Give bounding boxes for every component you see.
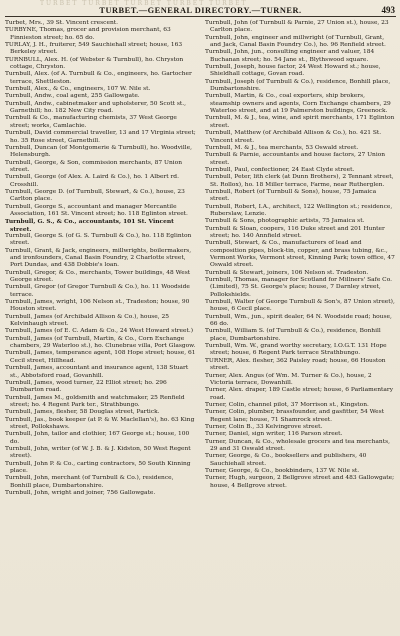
directory-entry: Turner, George, & Co., bookbinders, 137 W. Nile st. xyxy=(205,467,360,474)
directory-entry: Turnbull & Sloan, coopers, 116 Duke street and 201 Hunter street; ho. 140 Annfield street. xyxy=(205,225,385,239)
directory-entry: Turner, Duncan, & Co., wholesale grocers and tea merchants, 29 and 31 Oswald street. xyxy=(205,438,390,452)
directory-entry: Turnbull, Martin, & Co., coal exporters, ship brokers, steamship owners and agents, Corn Exchange chambers, 29 Waterloo street, and at 19 Palmerston buildings, Greenock. xyxy=(205,93,391,115)
directory-entry: Turnbull, Jas., book keeper (at P. & W. Maclellan's), ho. 63 King street, Pollokshaws. xyxy=(5,416,195,430)
directory-entry: Turner, Colin, plumber, brassfounder, and gasfitter, 54 West Regent lane; house, 71 Shamrock street. xyxy=(205,409,385,423)
directory-entry: Turnbull, George D. (of Turnbull, Stewart, & Co.), house, 23 Carlton place. xyxy=(5,188,185,203)
directory-entry: Turnbull, Robert (of Turnbull & Sons), house, 75 Jamaica street. xyxy=(205,188,377,203)
directory-entry: Turnbull, Wm. W., grand worthy secretary, I.O.G.T. 131 Hope street; house, 6 Regent Park terrace Strathbungo. xyxy=(205,343,387,357)
directory-entry: Turnbull, James M., goldsmith and watchmaker, 25 Renfield street; ho. 4 Regent Park ter., Strathbungo. xyxy=(5,394,185,408)
show-through-text: TURBET TURBET TURBET TURBET TURBET xyxy=(40,0,248,6)
page-title: TURBET.—GENERAL DIRECTORY.—TURNER. xyxy=(99,6,302,15)
directory-entry: Turnbull, G. S., & Co., accountants, 101 St. Vincent street. xyxy=(5,218,174,233)
directory-entry: Turnbull, Alex., & Co., engineers, 107 W. Nile st. xyxy=(5,86,151,93)
directory-entry: Turnbull, John P. & Co., carting contractors, 50 South Kinning place. xyxy=(5,460,191,474)
directory-entry: Turnbull, Gregor, & Co., merchants, Tower buildings, 48 West George street. xyxy=(5,269,191,284)
directory-entry: Turnbull, Grant, & Jack, engineers, millwrights, boilermakers, and ironfounders, Canal Basin Foundry, 2 Charlotte street, Port Dundas, and 438 Dobbie's loan. xyxy=(5,247,192,269)
directory-entry: Turnbull, James, wright, 106 Nelson st., Tradeston; house, 90 Houston street. xyxy=(5,299,190,313)
directory-entry: Turner, Colin B., 33 Kelvingrove street. xyxy=(205,423,323,430)
directory-entry: Turner, Alex. draper, 189 Castle street; house, 6 Parliamentary road. xyxy=(205,387,394,401)
directory-entry: Turnbull, Walter (of George Turnbull & Son's, 87 Union street), house, 6 Cecil place. xyxy=(205,299,395,313)
directory-entry: Turnbull, Joseph, house factor, 24 West Howard st.; house, Shieldhall cottage, Govan road. xyxy=(205,64,381,78)
directory-entry: Turnbull, George, & Son, commission merchants, 87 Union street. xyxy=(5,159,183,173)
directory-entry: Turnbull, M. & J., tea merchants, 53 Oswald street. xyxy=(205,144,359,151)
running-header xyxy=(5,0,396,17)
directory-entry: Turnbull, James, temperance agent, 108 Hope street; house, 61 Cecil street, Hillhead. xyxy=(5,350,196,364)
directory-entry: TURNER, Alex. flesher, 362 Paisley road; house, 66 Houston street. xyxy=(205,357,386,372)
directory-entry: Turnbull, John (of Turnbull & Parnie, 27 Union st.), house, 23 Carlton place. xyxy=(205,20,389,34)
directory-entry: Turnbull & Sons, photographic artists, 75 Jamaica st. xyxy=(205,218,365,225)
directory-entry: Turnbull, Wm., jun., spirit dealer, 64 N. Woodside road; house, 66 do. xyxy=(205,313,392,328)
directory-entry: Turnbull, Paul, confectioner, 24 East Clyde street. xyxy=(205,166,355,173)
directory-entry: Turnbull, John, writer (of W. J. B. & J. Kidston, 50 West Regent street). xyxy=(5,445,191,460)
directory-entry: Turnbull, Thomas, manager for Scotland for Millners' Safe Co. (Limited), 75 St. George's place; house, 7 Darnley street, Pollokshields. xyxy=(205,277,393,298)
directory-entry: Turnbull, Alex. (of A. Turnbull & Co., engineers, ho. Gartocher terrace, Shettleston. xyxy=(5,71,192,85)
directory-entry: Turnbull, James (of Archibald Allison & Co.), house, 25 Kelvinhaugh street. xyxy=(5,313,170,328)
left-column xyxy=(5,20,196,497)
directory-entry: Turner, Daniel, sign writer, 116 Parson street. xyxy=(205,431,343,438)
right-column xyxy=(205,20,396,497)
directory-entry: Turnbull, John, engineer and millwright (of Turnbull, Grant, and Jack, Canal Basin Foundry Co.), ho. 96 Renfield street. xyxy=(205,34,386,49)
directory-entry: Turnbull, James, accountant and insurance agent, 138 Stuart st., Abbotsford road, Govanhill. xyxy=(5,365,189,379)
directory-entry: Turnbull, James, flesher, 58 Douglas street, Partick. xyxy=(5,409,160,416)
directory-entry: Turnbull, James, wood turner, 22 Elliot street; ho. 296 Dumbarton road. xyxy=(5,379,167,394)
directory-entry: Turnbull & Stewart, joiners, 106 Nelson st. Tradeston. xyxy=(205,269,369,276)
directory-entry: Turnbull, Joseph (of Turnbull & Co.), residence, Bonhill place, Dumbartonshire. xyxy=(205,78,391,93)
directory-entry: Turner, Alex. Angus (of Wm. M. Turner & Co.), house, 2 Victoria terrace, Dowanhill. xyxy=(205,372,372,386)
directory-entry: Turnbull, David commercial traveller, 13 and 17 Virginia street; ho. 35 Rose street, Garnethill. xyxy=(5,130,196,144)
directory-entry: Turbet, Mrs., 39 St. Vincent crescent. xyxy=(5,20,119,26)
directory-entry: Turnbull, John, tailor and clothier, 167 George st.; house, 100 do. xyxy=(5,431,190,445)
directory-entry: Turnbull, John, jun., consulting engineer and valuer, 184 Buchanan street; ho. 54 Jane st., Blythswood square. xyxy=(205,49,375,63)
directory-entry: Turnbull, George S., accountant and manager Mercantile Association, 161 St. Vincent street; ho. 118 Eglinton street. xyxy=(5,203,188,217)
directory-entry: Turnbull, Andw., cabinetmaker and upholsterer, 50 Scott st., Garnethill; ho. 182 New City road. xyxy=(5,100,186,115)
directory-entry: Turnbull & Parnie, accountants and house factors, 27 Union street. xyxy=(205,152,386,166)
columns xyxy=(5,20,396,497)
directory-entry: Turner, Hugh, surgeon, 2 Bellgrove street and 483 Gallowgate; house, 4 Bellgrove street. xyxy=(205,475,395,489)
directory-entry: Turnbull, George (of Alex. A. Laird & Co.), ho. 1 Albert rd. Crosshill. xyxy=(5,174,179,188)
directory-entry: TURBYNE, Thomas, grocer and provision merchant, 63 Finnieston street; ho. 65 do. xyxy=(5,27,171,41)
directory-entry: Turnbull, John, merchant (of Turnbull & Co.), residence, Bonhill place, Dumbartonshire. xyxy=(5,475,174,489)
directory-entry: Turnbull, George S. (of G. S. Turnbull & Co.), ho. 118 Eglinton street. xyxy=(5,232,192,247)
directory-entry: Turnbull, M. & J., tea, wine, and spirit merchants, 171 Eglinton street. xyxy=(205,115,395,129)
directory-entry: TURLAY, J. H., fruiterer, 549 Sauchiehall street; house, 163 Berkeley street. xyxy=(5,42,183,56)
directory-entry: Turner, George, & Co., booksellers and publishers, 40 Sauchiehall street. xyxy=(205,453,367,467)
directory-entry: Turnbull & Co., manufacturing chemists, 37 West George street; works, Camlachie. xyxy=(5,115,177,129)
directory-entry: Turnbull, John, wright and joiner, 756 Gallowgate. xyxy=(5,490,156,496)
directory-entry: Turnbull, James (of E. C. Adam & Co., 24 West Howard street.) xyxy=(5,328,194,335)
directory-entry: Turnbull, Andw., coal agent, 255 Gallowgate. xyxy=(5,93,140,100)
directory-entry: Turnbull, William S. (of Turnbull & Co.), residence, Bonhill place, Dumbartonshire. xyxy=(205,328,381,342)
directory-entry: Turnbull, Robert, I.A., architect, 122 Wellington st.; residence, Ruberslaw, Lenzie. xyxy=(205,203,393,217)
directory-entry: TURNBULL, Alex. H. (of Webster & Turnbull), ho. Chryston cottage, Chryston. xyxy=(5,56,184,71)
directory-entry: Turnbull, Matthew (of Archibald Allison & Co.), ho. 421 St. Vincent street. xyxy=(205,130,382,144)
directory-entry: Turnbull, Stewart, & Co., manufacturers of lead and composition pipes, block-tin, copper, and brass tubing, &c., Vermont Works, Vermont street, Kinning Park; town office, 47 Oswald street. xyxy=(205,240,395,269)
directory-entry: Turnbull, Duncan (of Montgomerie & Turnbull), ho. Woodville, Helensburgh. xyxy=(5,144,192,159)
directory-entry: Turnbull, James (of Turnbull, Martin, & Co., Corn Exchange chambers, 29 Waterloo st.), ho. Clunebrae villa, Port Glasgow. xyxy=(5,335,196,350)
directory-entry: Turnbull, Gregor (of Gregor Turnbull & Co.), ho. 11 Woodside terrace. xyxy=(5,284,190,298)
page-number: 493 xyxy=(381,5,395,15)
directory-entry: Turner, Colin, channel pilot, 37 Morrison st., Kingston. xyxy=(205,401,369,408)
directory-entry: Turnbull, Peter, lith clerk (at Dunn Brothers), 2 Tennant street, St. Rollox), ho. 18 Miller terrace, Farme, near Rutherglen. xyxy=(205,174,394,188)
